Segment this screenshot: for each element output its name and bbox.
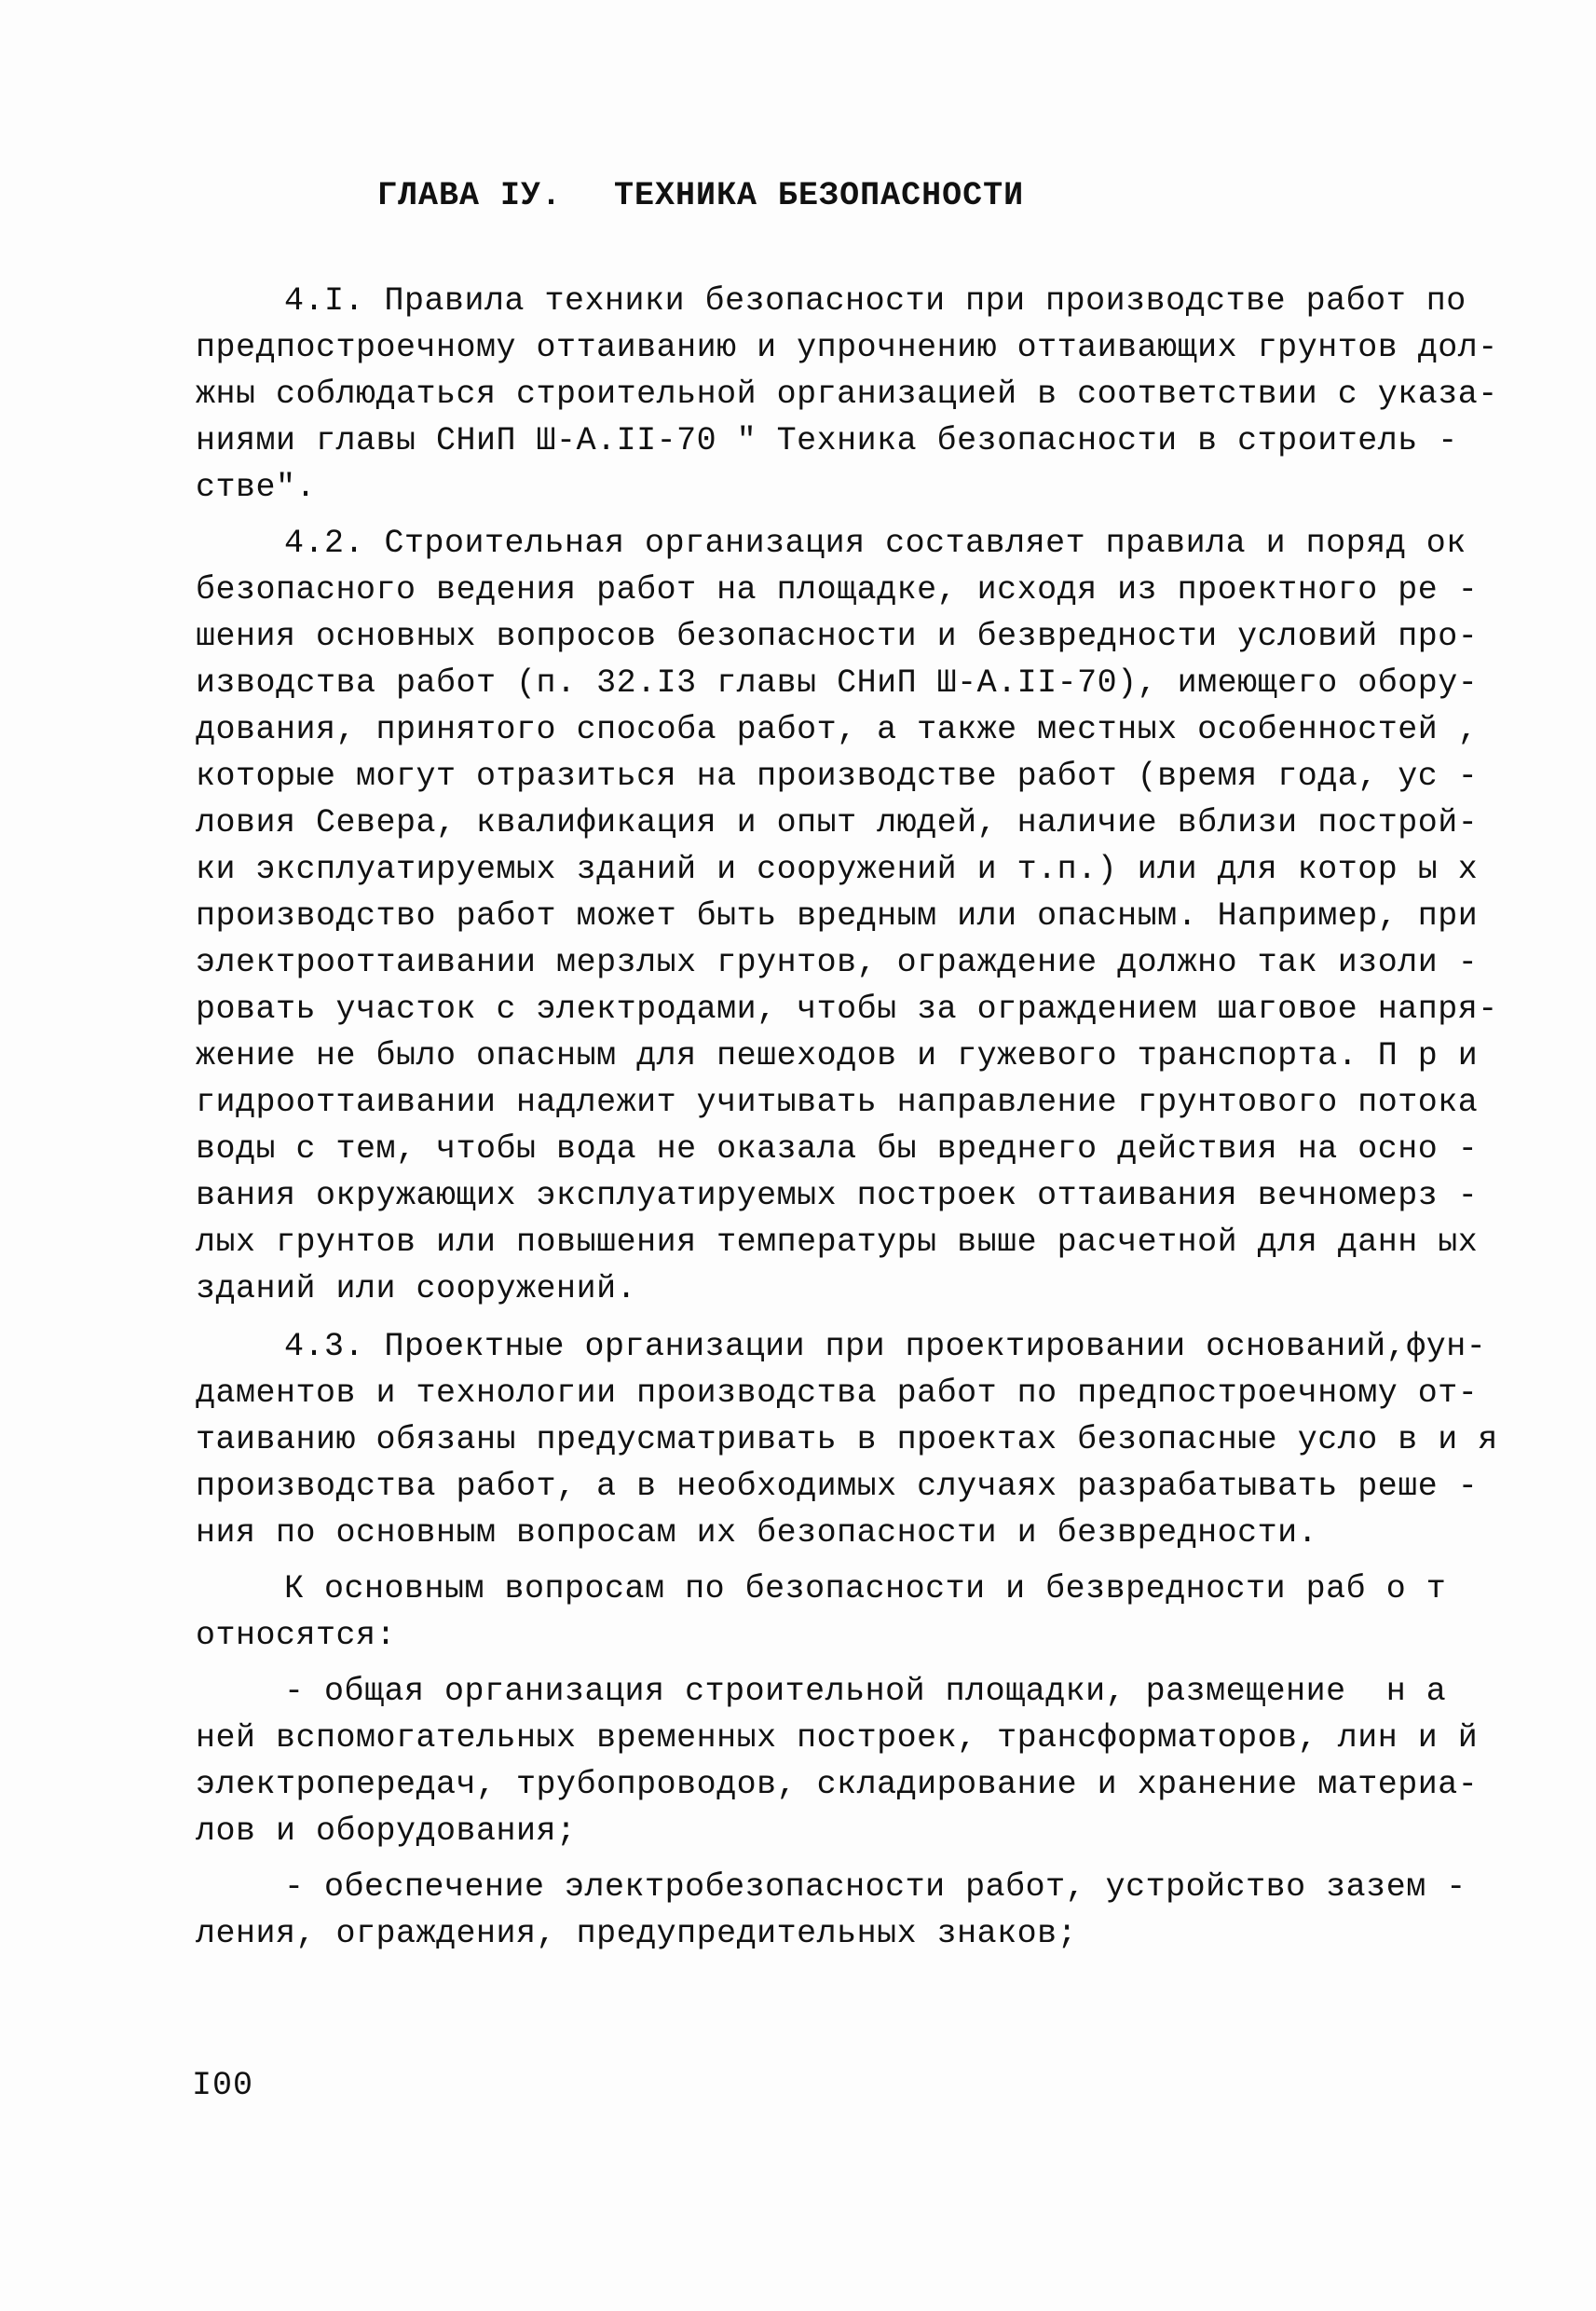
text-line: ки эксплуатируемых зданий и сооружений и т.п.) или для котор ы х [196,851,1479,888]
text-line: относятся: [196,1617,397,1654]
text-line: 4.I. Правила техники безопасности при производстве работ по [284,282,1466,320]
text-line: - обеспечение электробезопасности работ, устройство зазем - [284,1868,1466,1906]
text-line: стве". [196,469,317,506]
text-line: жение не было опасным для пешеходов и гужевого транспорта. П р и [196,1037,1479,1074]
paragraph-4-3 [196,1323,1498,1556]
text-line: таиванию обязаны предусматривать в проектах безопасные усло в и я [196,1421,1498,1458]
text-line: шения основных вопросов безопасности и безвредности условий про- [196,618,1479,655]
chapter-heading [377,177,1024,214]
text-line: предпостроечному оттаиванию и упрочнению оттаивающих грунтов дол- [196,329,1498,366]
text-line: жны соблюдаться строительной организацией в соответствии с указа- [196,376,1498,413]
text-line: К основным вопросам по безопасности и безвредности раб о т [284,1570,1447,1607]
text-line: 4.3. Проектные организации при проектировании оснований,фун- [284,1328,1487,1365]
text-line: ловия Севера, квалификация и опыт людей, наличие вблизи построй- [196,804,1479,841]
text-line: лов и оборудования; [196,1812,577,1850]
text-line: ней вспомогательных временных построек, трансформаторов, лин и й [196,1719,1479,1757]
text-line: воды с тем, чтобы вода не оказала бы вреднего действия на осно - [196,1130,1479,1168]
text-line: ровать участок с электродами, чтобы за ограждением шаговое напря- [196,991,1498,1028]
text-line: производства работ, а в необходимых случаях разрабатывать реше - [196,1468,1479,1505]
text-line: ния по основным вопросам их безопасности и безвредности. [196,1514,1318,1552]
text-line: зданий или сооружений. [196,1270,637,1307]
text-line: безопасного ведения работ на площадке, исходя из проектного ре - [196,571,1479,609]
paragraph-main-issues [196,1566,1447,1659]
text-line: производство работ может быть вредным или опасным. Например, при [196,897,1479,935]
text-line: 4.2. Строительная организация составляет правила и поряд ок [284,525,1466,562]
text-line: даментов и технологии производства работ по предпостроечному от- [196,1374,1479,1412]
chapter-title: ТЕХНИКА БЕЗОПАСНОСТИ [614,177,1025,214]
text-line: электрооттаивании мерзлых грунтов, ограждение должно так изоли - [196,944,1479,981]
list-item-site-organization [196,1668,1479,1854]
paragraph-4-2 [196,520,1498,1312]
text-line: вания окружающих эксплуатируемых построек оттаивания вечномерз - [196,1177,1479,1214]
text-line: лых грунтов или повышения температуры выше расчетной для данн ых [196,1224,1479,1261]
text-line: которые могут отразиться на производстве работ (время года, ус - [196,758,1479,795]
text-line: изводства работ (п. 32.I3 главы СНиП Ш-А.II-70), имеющего обору- [196,664,1479,702]
text-line: ления, ограждения, предупредительных знаков; [196,1915,1078,1952]
text-line: гидрооттаивании надлежит учитывать направление грунтового потока [196,1084,1479,1121]
text-line: ниями главы СНиП Ш-А.II-70 " Техника безопасности в строитель - [196,422,1458,459]
text-line: электропередач, трубопроводов, складирование и хранение материа- [196,1766,1479,1803]
chapter-number: ГЛАВА IУ. [377,177,563,214]
text-line: дования, принятого способа работ, а также местных особенностей , [196,711,1479,748]
list-item-electrical-safety [196,1864,1466,1957]
paragraph-4-1 [196,278,1498,511]
page-number: I00 [192,2067,254,2104]
text-line: - общая организация строительной площадки, размещение н а [284,1673,1447,1710]
